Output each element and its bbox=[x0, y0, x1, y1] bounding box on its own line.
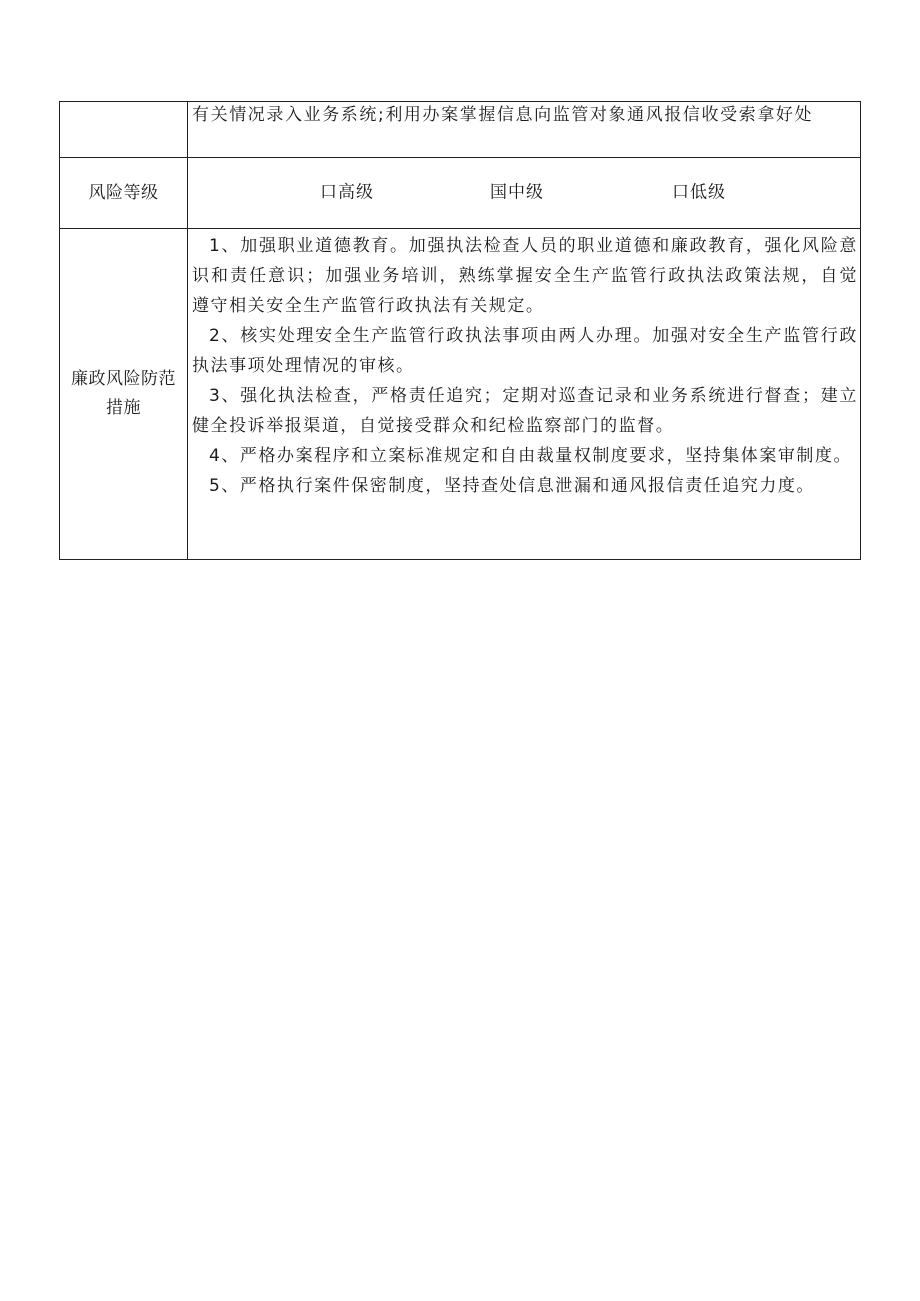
top-row-text: 有关情况录入业务系统;利用办案掌握信息向监管对象通风报信收受索拿好处 bbox=[192, 105, 814, 125]
measures-label-line1: 廉政风险防范 bbox=[71, 369, 176, 389]
measure-item: 2、核实处理安全生产监管行政执法事项由两人办理。加强对安全生产监管行政执法事项处理情况的审核。 bbox=[192, 326, 858, 376]
table-row-top bbox=[60, 102, 861, 158]
measures-content-cell bbox=[188, 229, 861, 560]
top-row-label bbox=[60, 102, 188, 158]
risk-level-high-option: 口高级 bbox=[320, 182, 374, 203]
risk-level-label: 风险等级 bbox=[60, 158, 188, 229]
table-row-risk-level bbox=[60, 158, 861, 229]
risk-level-low-option: 口低级 bbox=[672, 182, 726, 203]
measure-item: 1、加强职业道德教育。加强执法检查人员的职业道德和廉政教育，强化风险意识和责任意识；加强业务培训，熟练掌握安全生产监管行政执法政策法规，自觉遵守相关安全生产监管行政执法有关规定。 bbox=[192, 236, 858, 316]
risk-level-options-cell bbox=[188, 158, 861, 229]
table-row-measures bbox=[60, 229, 861, 560]
measure-item: 3、强化执法检查，严格责任追究；定期对巡查记录和业务系统进行督查；建立健全投诉举报渠道，自觉接受群众和纪检监察部门的监督。 bbox=[192, 386, 858, 436]
measures-list bbox=[188, 229, 860, 501]
measures-label-line2: 措施 bbox=[106, 398, 141, 418]
top-row-content-cell bbox=[188, 102, 861, 158]
measure-item: 4、严格办案程序和立案标准规定和自由裁量权制度要求，坚持集体案审制度。 bbox=[209, 446, 853, 466]
measures-label bbox=[60, 229, 188, 560]
measure-item: 5、严格执行案件保密制度，坚持查处信息泄漏和通风报信责任追究力度。 bbox=[209, 476, 815, 496]
risk-table bbox=[59, 101, 861, 560]
risk-level-medium-option: 国中级 bbox=[490, 182, 544, 203]
